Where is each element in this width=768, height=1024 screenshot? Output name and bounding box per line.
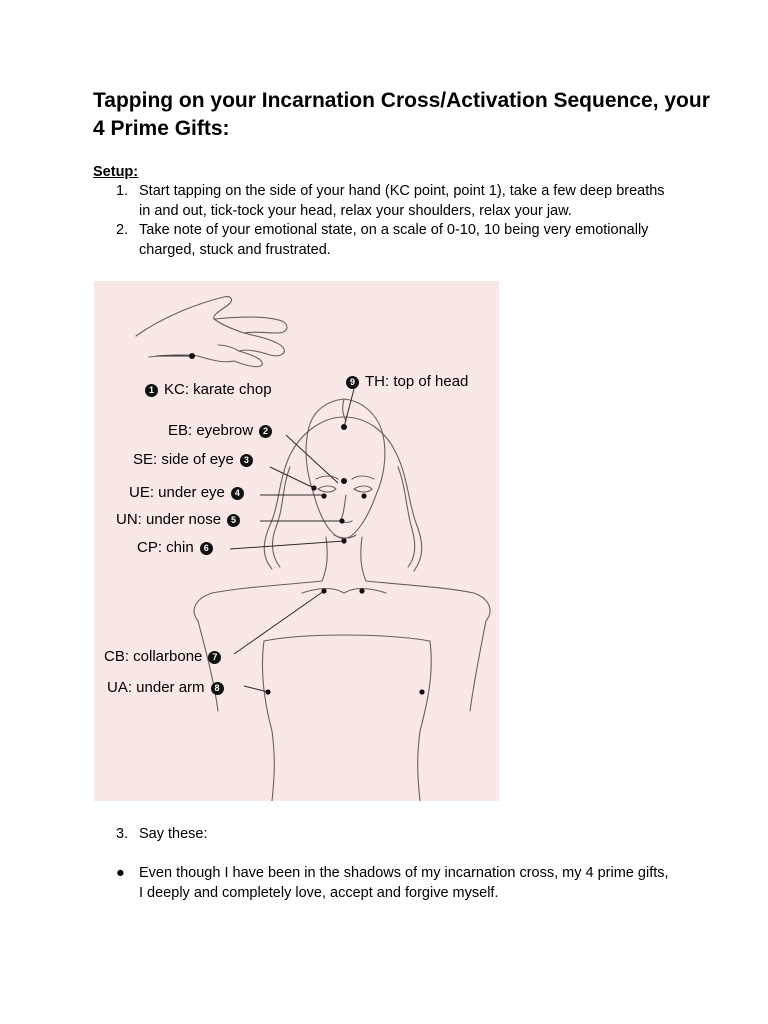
point-label-text: CB: collarbone: [104, 648, 203, 665]
leader-line-cb: [234, 591, 324, 654]
point-number-badge: 5: [227, 514, 240, 527]
torso-right: [418, 641, 432, 801]
neck-left: [322, 537, 327, 581]
point-dot-se: [311, 485, 316, 490]
hand-finger-line: [218, 345, 239, 351]
point-label-ua: [107, 679, 224, 697]
point-label-se: [133, 451, 253, 469]
point-dot-cp: [341, 538, 346, 543]
list-number: 3.: [116, 826, 129, 842]
mouth: [334, 535, 356, 538]
page-title: Tapping on your Incarnation Cross/Activation Sequence, your 4 Prime Gifts:: [93, 89, 710, 140]
point-label-text: TH: top of head: [365, 373, 469, 390]
point-label-un: [116, 511, 240, 529]
point-dot-kc: [189, 353, 195, 359]
collarbone-line: [302, 589, 386, 594]
arm-right: [470, 621, 486, 711]
point-number-badge: 3: [240, 454, 253, 467]
point-dot-ua-right: [419, 689, 424, 694]
list-item-step-2: [116, 221, 676, 260]
list-item-step-1: [116, 182, 676, 221]
point-dot-cb: [321, 588, 326, 593]
tapping-points-diagram: [94, 281, 499, 801]
top-neckline: [264, 635, 430, 641]
point-dot-ua: [265, 689, 270, 694]
hair-outline: [264, 417, 422, 571]
point-label-text: UE: under eye: [129, 484, 225, 501]
point-number-badge: 1: [145, 384, 158, 397]
nose: [340, 495, 352, 523]
list-text: Start tapping on the side of your hand (KC point, point 1), take a few deep breaths in and out, tick-tock your head, relax your shoulders, relax your jaw.: [139, 183, 665, 219]
point-number-badge: 4: [231, 487, 244, 500]
arm-left: [198, 621, 218, 711]
torso-left: [262, 641, 274, 801]
eyebrow-right: [352, 476, 374, 479]
point-number-badge: 9: [346, 376, 359, 389]
point-label-cb: [104, 648, 221, 666]
point-dot-ue: [321, 493, 326, 498]
point-label-text: SE: side of eye: [133, 451, 234, 468]
point-dot-eb: [341, 478, 347, 484]
point-number-badge: 6: [200, 542, 213, 555]
hand-finger-line: [214, 319, 244, 333]
point-label-th: [346, 373, 468, 391]
point-label-cp: [137, 539, 213, 557]
point-label-eb: [168, 422, 272, 440]
neck-right: [361, 537, 366, 581]
point-number-badge: 7: [208, 651, 221, 664]
point-label-ue: [129, 484, 244, 502]
shoulder-left: [194, 581, 322, 621]
list-number: 2.: [116, 222, 129, 238]
point-label-text: EB: eyebrow: [168, 422, 254, 439]
leader-line-eb: [286, 435, 338, 483]
point-number-badge: 2: [259, 425, 272, 438]
eyebrow-left: [316, 476, 338, 479]
point-label-text: UA: under arm: [107, 679, 205, 696]
list-text: Take note of your emotional state, on a scale of 0-10, 10 being very emotionally charged, stuck and frustrated.: [139, 222, 649, 258]
list-number: 1.: [116, 183, 129, 199]
eye-left: [318, 486, 336, 492]
shoulder-right: [366, 581, 490, 621]
hair-strand: [343, 399, 346, 421]
point-dot-un: [339, 518, 344, 523]
setup-heading: Setup:: [93, 164, 139, 180]
list-item-step-3: [116, 825, 676, 845]
eye-right: [354, 486, 372, 492]
point-dot-ue-right: [361, 493, 366, 498]
leader-line-th: [344, 389, 354, 427]
point-label-text: CP: chin: [137, 539, 194, 556]
point-dot-th: [341, 424, 347, 430]
point-label-text: KC: karate chop: [164, 381, 272, 398]
list-text: Say these:: [139, 826, 208, 842]
bullet-marker: ●: [116, 865, 125, 881]
point-dot-cb-right: [359, 588, 364, 593]
list-item-affirmation: [116, 864, 676, 903]
point-number-badge: 8: [211, 682, 224, 695]
list-text: Even though I have been in the shadows of my incarnation cross, my 4 prime gifts, I deeply and completely love, accept and forgive myself.: [139, 865, 669, 901]
point-label-text: UN: under nose: [116, 511, 222, 528]
point-label-kc: [145, 381, 272, 399]
